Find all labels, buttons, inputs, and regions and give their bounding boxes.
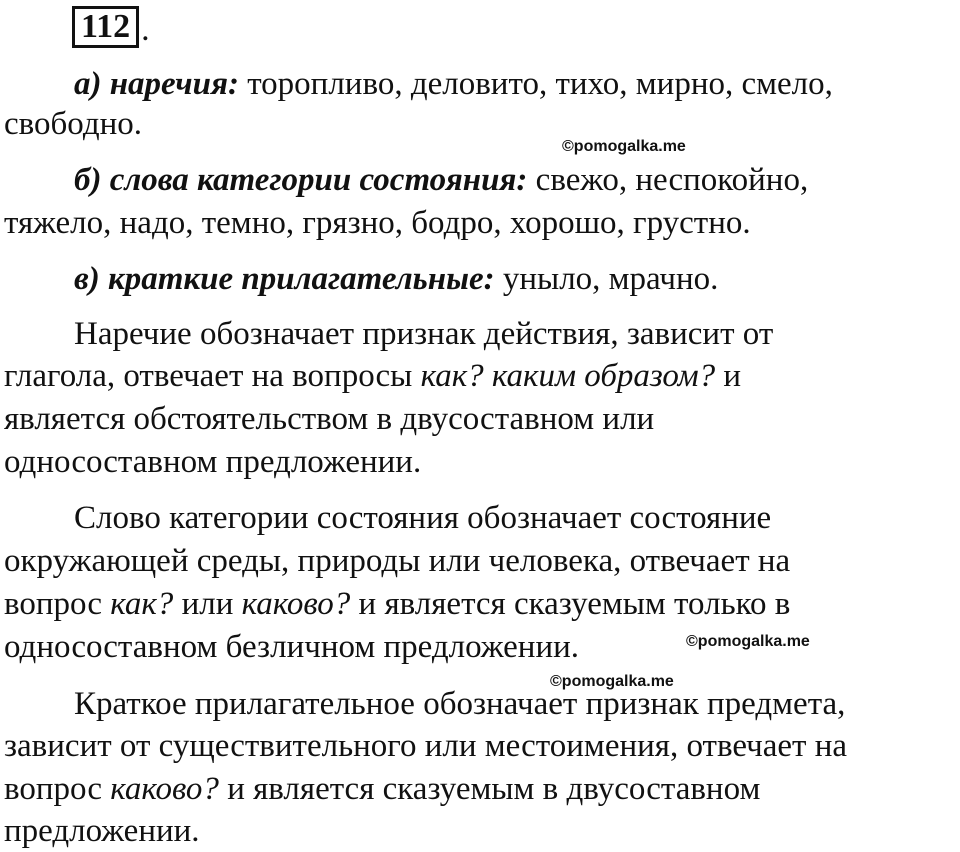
state-line3-end: и является сказуемым только в <box>350 586 791 622</box>
item-a-label: а) наречия: <box>74 66 239 102</box>
item-b-line1 <box>74 160 808 200</box>
adverb-line1: Наречие обозначает признак действия, зависит от <box>74 316 774 352</box>
adverb-question: как? каким образом? <box>420 358 716 394</box>
item-a-line1 <box>74 64 833 104</box>
state-line3-text: вопрос <box>4 586 111 622</box>
watermark: ©pomogalka.me <box>562 138 686 155</box>
short-adj-line3-text: вопрос <box>4 771 111 807</box>
item-b-line2: тяжело, надо, темно, грязно, бодро, хорошо, грустно. <box>4 205 751 241</box>
adverb-line2 <box>4 356 741 396</box>
state-line3-mid: или <box>173 586 242 622</box>
item-a-line2: свободно. <box>4 106 143 142</box>
watermark: ©pomogalka.me <box>686 633 810 650</box>
item-b-text: свежо, неспокойно, <box>527 162 809 198</box>
watermark: ©pomogalka.me <box>550 673 674 690</box>
state-question-2: каково? <box>241 586 351 622</box>
short-adj-question: каково? <box>110 771 219 807</box>
adverb-line2-end: и <box>715 358 742 394</box>
adverb-line2-text: глагола, отвечает на вопросы <box>4 358 421 394</box>
item-b-label: б) слова категории состояния: <box>74 162 528 198</box>
task-number-box: 112 <box>72 6 139 48</box>
state-line4: односоставном безличном предложении. <box>4 629 580 665</box>
task-number <box>72 6 150 48</box>
item-a-text: торопливо, деловито, тихо, мирно, смело, <box>238 66 833 102</box>
short-adj-line3-end: и является сказуемым в двусоставном <box>218 771 761 807</box>
state-line3 <box>4 584 790 624</box>
short-adj-line4: предложении. <box>4 813 200 849</box>
short-adj-line2: зависит от существительного или местоимения, отвечает на <box>4 728 848 764</box>
short-adj-line1: Краткое прилагательное обозначает признак предмета, <box>74 686 846 722</box>
state-line1: Слово категории состояния обозначает состояние <box>74 500 772 536</box>
adverb-line4: односоставном предложении. <box>4 444 422 480</box>
state-question-1: как? <box>110 586 174 622</box>
task-number-dot: . <box>141 11 150 48</box>
adverb-line3: является обстоятельством в двусоставном или <box>4 401 655 437</box>
state-line2: окружающей среды, природы или человека, отвечает на <box>4 543 791 579</box>
item-c-text: уныло, мрачно. <box>494 261 719 297</box>
short-adj-line3 <box>4 769 760 809</box>
item-c-line1 <box>74 259 718 299</box>
item-c-label: в) краткие прилагательные: <box>74 261 495 297</box>
